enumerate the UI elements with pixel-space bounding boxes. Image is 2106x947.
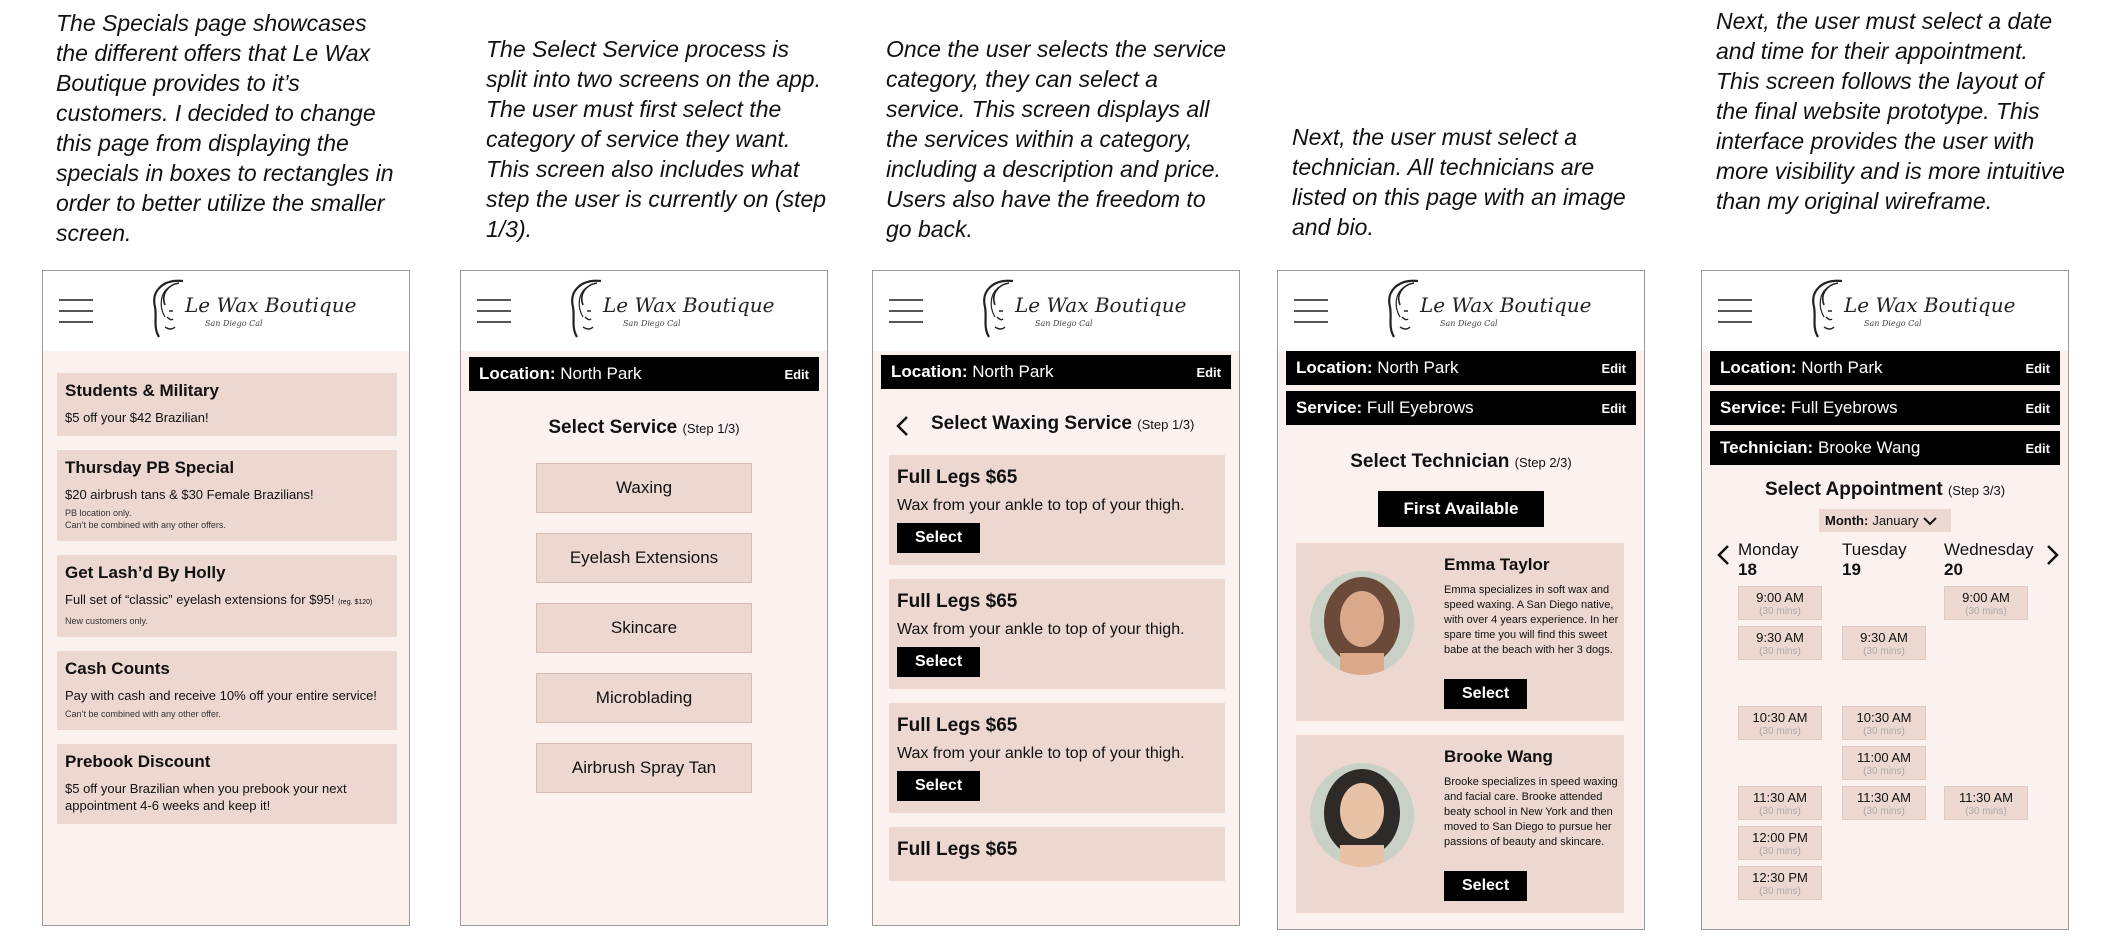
time-slot[interactable] bbox=[1738, 786, 1822, 820]
technician-bio: Brooke specializes in speed waxing and facial care. Brooke attended beaty school in New York and then moved to San Diego to pursue her passions of beauty and skincare. bbox=[1444, 776, 1618, 848]
location-bar-label: Location: bbox=[1720, 358, 1797, 377]
day-number: 19 bbox=[1842, 560, 1861, 579]
location-bar bbox=[1286, 351, 1636, 385]
technician-bar-label: Technician: bbox=[1720, 438, 1814, 457]
service-card bbox=[889, 455, 1225, 565]
logo-name: Le Wax Boutique bbox=[1844, 293, 2016, 317]
step-indicator: (Step 1/3) bbox=[682, 421, 740, 436]
person-photo-icon bbox=[1310, 571, 1414, 675]
time-slot-duration: (30 mins) bbox=[1759, 846, 1801, 857]
category-button[interactable]: Eyelash Extensions bbox=[536, 533, 752, 583]
special-card[interactable] bbox=[57, 450, 397, 541]
location-bar-edit-button[interactable]: Edit bbox=[1601, 360, 1626, 376]
technician-bar bbox=[1710, 431, 2060, 465]
time-slot-time: 11:00 AM bbox=[1857, 750, 1911, 765]
day-number: 20 bbox=[1944, 560, 1963, 579]
step-indicator: (Step 3/3) bbox=[1947, 483, 2006, 498]
service-card bbox=[889, 579, 1225, 689]
page-title bbox=[461, 417, 827, 439]
service-desc: Wax from your ankle to top of your thigh. bbox=[897, 621, 1185, 638]
special-desc: $5 off your Brazilian when you prebook your next appointment 4-6 weeks and keep it! bbox=[65, 781, 347, 813]
page-title-text: Select Appointment bbox=[1764, 479, 1943, 500]
caption-technician: Next, the user must select a technician. All technicians are listed on this page with an image and bio. bbox=[1292, 124, 1626, 240]
time-slot-time: 9:30 AM bbox=[1756, 630, 1804, 645]
technician-bar-value: Brooke Wang bbox=[1817, 438, 1921, 457]
special-note: New customers only. bbox=[65, 616, 148, 626]
special-title: Prebook Discount bbox=[65, 752, 211, 771]
service-bar-value: Full Eyebrows bbox=[1790, 398, 1898, 417]
page-title-text: Select Technician bbox=[1350, 451, 1510, 472]
time-slot-time: 11:30 AM bbox=[1857, 790, 1911, 805]
month-dropdown[interactable] bbox=[1819, 509, 1951, 532]
time-slot-time: 10:30 AM bbox=[1752, 710, 1808, 725]
time-slot-duration: (30 mins) bbox=[1759, 806, 1801, 817]
service-desc: Wax from your ankle to top of your thigh. bbox=[897, 497, 1185, 514]
time-slot-duration: (30 mins) bbox=[1863, 806, 1905, 817]
caption-waxing-service: Once the user selects the service category, they can select a service. This screen displays all the services within a category, including a description and price. Users also have the freedom to go back. bbox=[886, 36, 1227, 242]
next-week-icon[interactable] bbox=[2046, 544, 2060, 566]
category-button[interactable]: Waxing bbox=[536, 463, 752, 513]
time-slot-duration: (30 mins) bbox=[1863, 766, 1905, 777]
time-slot[interactable] bbox=[1944, 586, 2028, 620]
chevron-down-icon bbox=[1923, 516, 1937, 526]
location-bar bbox=[469, 357, 819, 391]
select-service-button[interactable]: Select bbox=[897, 647, 980, 677]
caption-select-service: The Select Service process is split into two screens on the app. The user must first select the category of service they want. This screen also includes what step the user is currently on (step 1/3). bbox=[486, 36, 827, 242]
logo-name: Le Wax Boutique bbox=[1420, 293, 1592, 317]
time-slot-duration: (30 mins) bbox=[1759, 606, 1801, 617]
day-name: Wednesday bbox=[1944, 540, 2034, 559]
time-slot-time: 9:00 AM bbox=[1756, 590, 1804, 605]
hamburger-menu-icon[interactable] bbox=[477, 299, 511, 332]
logo[interactable] bbox=[143, 277, 357, 345]
location-bar-value: North Park bbox=[1801, 358, 1883, 377]
service-bar-value: Full Eyebrows bbox=[1366, 398, 1474, 417]
page-title-text: Select Waxing Service bbox=[931, 413, 1133, 434]
hamburger-menu-icon[interactable] bbox=[889, 299, 923, 332]
step-indicator: (Step 2/3) bbox=[1514, 455, 1572, 470]
hamburger-menu-icon[interactable] bbox=[1718, 299, 1752, 332]
location-bar-edit-button[interactable]: Edit bbox=[1196, 364, 1221, 380]
special-note: Can’t be combined with any other offer. bbox=[65, 709, 221, 719]
service-name: Full Legs $65 bbox=[897, 467, 1018, 488]
logo[interactable] bbox=[973, 277, 1187, 345]
select-service-button[interactable]: Select bbox=[897, 771, 980, 801]
service-bar-edit-button[interactable]: Edit bbox=[2025, 400, 2050, 416]
time-slot-duration: (30 mins) bbox=[1863, 646, 1905, 657]
app-header bbox=[461, 271, 827, 351]
logo[interactable] bbox=[561, 277, 775, 345]
time-slot-time: 12:30 PM bbox=[1752, 870, 1808, 885]
category-button[interactable]: Microblading bbox=[536, 673, 752, 723]
time-slot-duration: (30 mins) bbox=[1965, 806, 2007, 817]
special-title: Students & Military bbox=[65, 381, 219, 400]
logo-tagline: San Diego Cal bbox=[623, 319, 681, 328]
location-bar-label: Location: bbox=[479, 364, 556, 383]
service-name: Full Legs $65 bbox=[897, 715, 1018, 736]
select-service-button[interactable]: Select bbox=[897, 523, 980, 553]
month-label: Month: bbox=[1825, 513, 1869, 528]
time-slot-duration: (30 mins) bbox=[1759, 886, 1801, 897]
person-photo-icon bbox=[1310, 763, 1414, 867]
technician-card bbox=[1296, 543, 1624, 721]
logo-tagline: San Diego Cal bbox=[1035, 319, 1093, 328]
service-bar bbox=[1286, 391, 1636, 425]
special-card[interactable] bbox=[57, 555, 397, 637]
time-slot[interactable] bbox=[1738, 626, 1822, 660]
time-slot[interactable] bbox=[1842, 786, 1926, 820]
technician-card bbox=[1296, 735, 1624, 913]
logo-tagline: San Diego Cal bbox=[205, 319, 263, 328]
time-slot-duration: (30 mins) bbox=[1759, 726, 1801, 737]
hamburger-menu-icon[interactable] bbox=[1294, 299, 1328, 332]
select-technician-button[interactable]: Select bbox=[1444, 679, 1527, 709]
special-desc: Pay with cash and receive 10% off your entire service! bbox=[65, 688, 377, 703]
special-regular-price: (reg. $120) bbox=[338, 599, 373, 606]
calendar bbox=[1702, 540, 2068, 900]
phone-select-technician bbox=[1277, 270, 1645, 930]
time-slot[interactable] bbox=[1842, 746, 1926, 780]
time-slot[interactable] bbox=[1738, 586, 1822, 620]
technician-bar-edit-button[interactable]: Edit bbox=[2025, 440, 2050, 456]
technician-photo bbox=[1310, 571, 1414, 675]
app-header bbox=[1702, 271, 2068, 351]
location-bar-edit-button[interactable]: Edit bbox=[784, 366, 809, 382]
special-title: Cash Counts bbox=[65, 659, 170, 678]
special-card[interactable] bbox=[57, 651, 397, 730]
special-title: Get Lash’d By Holly bbox=[65, 563, 226, 582]
logo-tagline: San Diego Cal bbox=[1864, 319, 1922, 328]
time-slot-time: 12:00 PM bbox=[1752, 830, 1808, 845]
first-available-button[interactable]: First Available bbox=[1378, 491, 1544, 527]
month-value: January bbox=[1872, 513, 1919, 528]
caption-appointment: Next, the user must select a date and time for their appointment. This screen follows the layout of the final website prototype. This interface provides the user with more visibility and is more intuitive than my original wireframe. bbox=[1716, 8, 2065, 214]
day-name: Tuesday bbox=[1842, 540, 1907, 559]
page-title-text: Select Service bbox=[548, 417, 678, 438]
back-chevron-icon[interactable] bbox=[895, 415, 909, 437]
service-card bbox=[889, 827, 1225, 881]
time-slot-time: 10:30 AM bbox=[1856, 710, 1912, 725]
special-desc: $20 airbrush tans & $30 Female Brazilians! bbox=[65, 487, 314, 502]
service-desc: Wax from your ankle to top of your thigh. bbox=[897, 745, 1185, 762]
time-slot-time: 9:30 AM bbox=[1860, 630, 1908, 645]
special-desc: $5 off your $42 Brazilian! bbox=[65, 410, 209, 425]
location-bar-label: Location: bbox=[1296, 358, 1373, 377]
time-slot[interactable] bbox=[1738, 706, 1822, 740]
logo[interactable] bbox=[1802, 277, 2016, 345]
logo-name: Le Wax Boutique bbox=[185, 293, 357, 317]
day-name: Monday bbox=[1738, 540, 1799, 559]
location-bar bbox=[881, 355, 1231, 389]
phone-select-appointment bbox=[1701, 270, 2069, 930]
phone-select-service bbox=[460, 270, 828, 926]
technician-photo bbox=[1310, 763, 1414, 867]
special-card[interactable] bbox=[57, 373, 397, 436]
previous-week-icon[interactable] bbox=[1716, 544, 1730, 566]
hamburger-menu-icon[interactable] bbox=[59, 299, 93, 332]
logo[interactable] bbox=[1378, 277, 1592, 345]
time-slot-duration: (30 mins) bbox=[1863, 726, 1905, 737]
service-name: Full Legs $65 bbox=[897, 591, 1018, 612]
special-title: Thursday PB Special bbox=[65, 458, 235, 477]
location-bar-value: North Park bbox=[560, 364, 642, 383]
time-slot-time: 9:00 AM bbox=[1962, 590, 2010, 605]
select-technician-button[interactable]: Select bbox=[1444, 871, 1527, 901]
time-slot-duration: (30 mins) bbox=[1965, 606, 2007, 617]
location-bar-label: Location: bbox=[891, 362, 968, 381]
day-column bbox=[1738, 540, 1838, 586]
app-header bbox=[873, 271, 1239, 351]
location-bar-value: North Park bbox=[1377, 358, 1459, 377]
special-desc: Full set of “classic” eyelash extensions for $95! bbox=[65, 592, 335, 607]
technician-bio: Emma specializes in soft wax and speed waxing. A San Diego native, with over 4 years experience. In her spare time you will find this sweet babe at the beach with her 3 dogs. bbox=[1444, 584, 1619, 656]
time-slot[interactable] bbox=[1944, 786, 2028, 820]
step-indicator: (Step 1/3) bbox=[1137, 417, 1195, 432]
category-button[interactable]: Skincare bbox=[536, 603, 752, 653]
location-bar-edit-button[interactable]: Edit bbox=[2025, 360, 2050, 376]
time-slot-duration: (30 mins) bbox=[1759, 646, 1801, 657]
service-card bbox=[889, 703, 1225, 813]
logo-tagline: San Diego Cal bbox=[1440, 319, 1498, 328]
technician-name: Emma Taylor bbox=[1444, 555, 1550, 574]
technician-name: Brooke Wang bbox=[1444, 747, 1553, 766]
service-bar-label: Service: bbox=[1296, 398, 1363, 417]
page-title bbox=[1278, 451, 1644, 473]
special-card[interactable] bbox=[57, 744, 397, 824]
service-bar-label: Service: bbox=[1720, 398, 1787, 417]
time-slot-time: 11:30 AM bbox=[1959, 790, 2013, 805]
page-title bbox=[931, 413, 1194, 435]
waxing-header bbox=[873, 395, 1239, 455]
phone-waxing-service bbox=[872, 270, 1240, 926]
logo-name: Le Wax Boutique bbox=[603, 293, 775, 317]
service-bar-edit-button[interactable]: Edit bbox=[1601, 400, 1626, 416]
logo-name: Le Wax Boutique bbox=[1015, 293, 1187, 317]
day-number: 18 bbox=[1738, 560, 1757, 579]
time-slot[interactable] bbox=[1842, 626, 1926, 660]
location-bar bbox=[1710, 351, 2060, 385]
location-bar-value: North Park bbox=[972, 362, 1054, 381]
day-column bbox=[1944, 540, 2044, 586]
day-column bbox=[1842, 540, 1942, 586]
app-header bbox=[43, 271, 409, 351]
time-slot[interactable] bbox=[1738, 866, 1822, 900]
caption-specials: The Specials page showcases the different offers that Le Wax Boutique provides to it’s customers. I decided to change this page from displaying the specials in boxes to rectangles in order to better utilize the smaller screen. bbox=[56, 10, 394, 246]
page-title bbox=[1702, 479, 2068, 501]
time-slot-time: 11:30 AM bbox=[1753, 790, 1807, 805]
time-slot[interactable] bbox=[1842, 706, 1926, 740]
phone-specials bbox=[42, 270, 410, 926]
time-slot[interactable] bbox=[1738, 826, 1822, 860]
category-button[interactable]: Airbrush Spray Tan bbox=[536, 743, 752, 793]
service-bar bbox=[1710, 391, 2060, 425]
app-header bbox=[1278, 271, 1644, 351]
service-name: Full Legs $65 bbox=[897, 839, 1018, 860]
special-note: PB location only. Can’t be combined with any other offers. bbox=[65, 508, 226, 530]
